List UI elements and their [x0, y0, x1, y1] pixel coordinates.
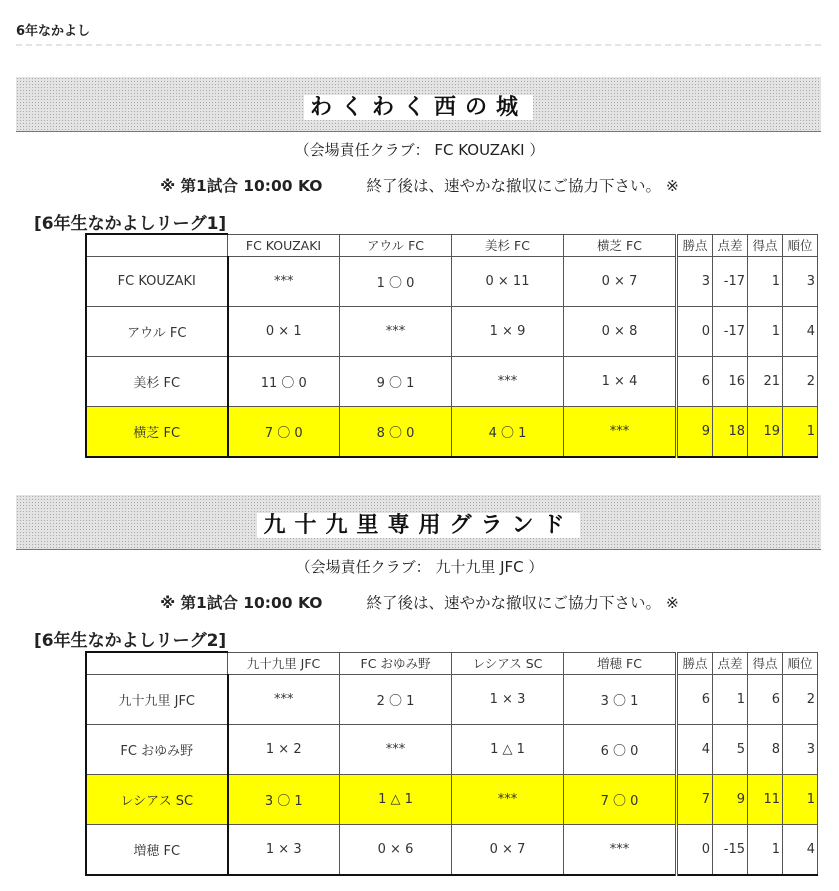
- rank-cell: 2: [783, 357, 818, 407]
- venue-name: 九十九里専用グランド: [257, 513, 579, 538]
- corner-cell: [86, 652, 228, 675]
- match-result: ***: [340, 307, 452, 357]
- match-result: ***: [340, 725, 452, 775]
- points-cell: 6: [677, 675, 713, 725]
- column-goals-header: 得点: [748, 234, 783, 257]
- cleanup-notice: 終了後は、速やかな撤収にご協力下さい。 ※: [366, 594, 679, 612]
- table-header-row: [86, 234, 818, 257]
- kickoff-text: ※ 第1試合 10:00 KO: [160, 594, 323, 612]
- match-result: 1 〇 0: [340, 257, 452, 307]
- diff-cell: 5: [713, 725, 748, 775]
- rank-cell: 2: [783, 675, 818, 725]
- diff-cell: 1: [713, 675, 748, 725]
- diff-cell: 9: [713, 775, 748, 825]
- table-row: [86, 725, 818, 775]
- match-result: 0 × 7: [452, 825, 564, 876]
- column-rank-header: 順位: [783, 234, 818, 257]
- match-result: ***: [564, 407, 677, 458]
- goals-cell: 19: [748, 407, 783, 458]
- goals-cell: 8: [748, 725, 783, 775]
- host-club-line: （会場責任クラブ： FC KOUZAKI ）: [294, 141, 545, 159]
- diff-cell: -15: [713, 825, 748, 876]
- table-row-highlighted: [86, 775, 818, 825]
- match-result: 11 〇 0: [228, 357, 340, 407]
- column-points-header: 勝点: [677, 652, 713, 675]
- title-divider: [16, 44, 821, 46]
- match-result: 1 × 4: [564, 357, 677, 407]
- goals-cell: 21: [748, 357, 783, 407]
- table-row: [86, 825, 818, 876]
- points-cell: 7: [677, 775, 713, 825]
- goals-cell: 1: [748, 307, 783, 357]
- venue-banner: [16, 77, 821, 132]
- row-team-name: FC おゆみ野: [86, 725, 228, 775]
- column-points-header: 勝点: [677, 234, 713, 257]
- match-result: 1 × 3: [228, 825, 340, 876]
- rank-cell: 3: [783, 725, 818, 775]
- match-result: 0 × 8: [564, 307, 677, 357]
- match-result: 4 〇 1: [452, 407, 564, 458]
- match-result: 0 × 11: [452, 257, 564, 307]
- match-result: 2 〇 1: [340, 675, 452, 725]
- match-result: 8 〇 0: [340, 407, 452, 458]
- points-cell: 0: [677, 307, 713, 357]
- column-team-header: FC おゆみ野: [340, 652, 452, 675]
- column-team-header: レシアス SC: [452, 652, 564, 675]
- diff-cell: 18: [713, 407, 748, 458]
- venue-name: わくわく西の城: [304, 95, 533, 120]
- row-team-name: 九十九里 JFC: [86, 675, 228, 725]
- row-team-name: アウル FC: [86, 307, 228, 357]
- goals-cell: 1: [748, 825, 783, 876]
- match-result: ***: [564, 825, 677, 876]
- match-result: 0 × 7: [564, 257, 677, 307]
- diff-cell: -17: [713, 307, 748, 357]
- match-result: 9 〇 1: [340, 357, 452, 407]
- table-row: [86, 307, 818, 357]
- rank-cell: 4: [783, 307, 818, 357]
- row-team-name: 美杉 FC: [86, 357, 228, 407]
- row-team-name: 横芝 FC: [86, 407, 228, 458]
- column-goals-header: 得点: [748, 652, 783, 675]
- match-notice: [0, 174, 839, 196]
- row-team-name: FC KOUZAKI: [86, 257, 228, 307]
- match-result: 7 〇 0: [228, 407, 340, 458]
- column-team-header: 九十九里 JFC: [228, 652, 340, 675]
- table-row: [86, 675, 818, 725]
- match-result: 1 × 2: [228, 725, 340, 775]
- table-header-row: [86, 652, 818, 675]
- table-row: [86, 257, 818, 307]
- column-diff-header: 点差: [713, 234, 748, 257]
- kickoff-text: ※ 第1試合 10:00 KO: [160, 177, 323, 195]
- column-team-header: 横芝 FC: [564, 234, 677, 257]
- column-diff-header: 点差: [713, 652, 748, 675]
- rank-cell: 1: [783, 775, 818, 825]
- match-result: ***: [452, 775, 564, 825]
- column-team-header: アウル FC: [340, 234, 452, 257]
- row-team-name: 増穂 FC: [86, 825, 228, 876]
- match-result: 1 × 3: [452, 675, 564, 725]
- column-team-header: FC KOUZAKI: [228, 234, 340, 257]
- points-cell: 6: [677, 357, 713, 407]
- rank-cell: 4: [783, 825, 818, 876]
- points-cell: 0: [677, 825, 713, 876]
- host-club-line: （会場責任クラブ： 九十九里 JFC ）: [295, 558, 544, 576]
- points-cell: 3: [677, 257, 713, 307]
- column-team-header: 増穂 FC: [564, 652, 677, 675]
- points-cell: 4: [677, 725, 713, 775]
- rank-cell: 3: [783, 257, 818, 307]
- match-result: ***: [452, 357, 564, 407]
- match-result: 1 △ 1: [340, 775, 452, 825]
- match-result: 0 × 6: [340, 825, 452, 876]
- corner-cell: [86, 234, 228, 257]
- match-result: 6 〇 0: [564, 725, 677, 775]
- goals-cell: 1: [748, 257, 783, 307]
- points-cell: 9: [677, 407, 713, 458]
- match-result: 3 〇 1: [564, 675, 677, 725]
- league-table: [85, 651, 818, 876]
- match-notice: [0, 591, 839, 613]
- match-result: 1 × 9: [452, 307, 564, 357]
- goals-cell: 11: [748, 775, 783, 825]
- table-row-highlighted: [86, 407, 818, 458]
- column-team-header: 美杉 FC: [452, 234, 564, 257]
- match-result: 3 〇 1: [228, 775, 340, 825]
- goals-cell: 6: [748, 675, 783, 725]
- rank-cell: 1: [783, 407, 818, 458]
- page-title: 6年なかよし: [16, 24, 91, 39]
- league-title: [6年生なかよしリーグ1]: [34, 214, 227, 234]
- row-team-name: レシアス SC: [86, 775, 228, 825]
- match-result: 7 〇 0: [564, 775, 677, 825]
- diff-cell: -17: [713, 257, 748, 307]
- table-row: [86, 357, 818, 407]
- cleanup-notice: 終了後は、速やかな撤収にご協力下さい。 ※: [366, 177, 679, 195]
- match-result: ***: [228, 257, 340, 307]
- match-result: ***: [228, 675, 340, 725]
- column-rank-header: 順位: [783, 652, 818, 675]
- diff-cell: 16: [713, 357, 748, 407]
- venue-banner: [16, 495, 821, 550]
- league-table: [85, 233, 818, 458]
- match-result: 1 △ 1: [452, 725, 564, 775]
- match-result: 0 × 1: [228, 307, 340, 357]
- league-title: [6年生なかよしリーグ2]: [34, 631, 227, 651]
